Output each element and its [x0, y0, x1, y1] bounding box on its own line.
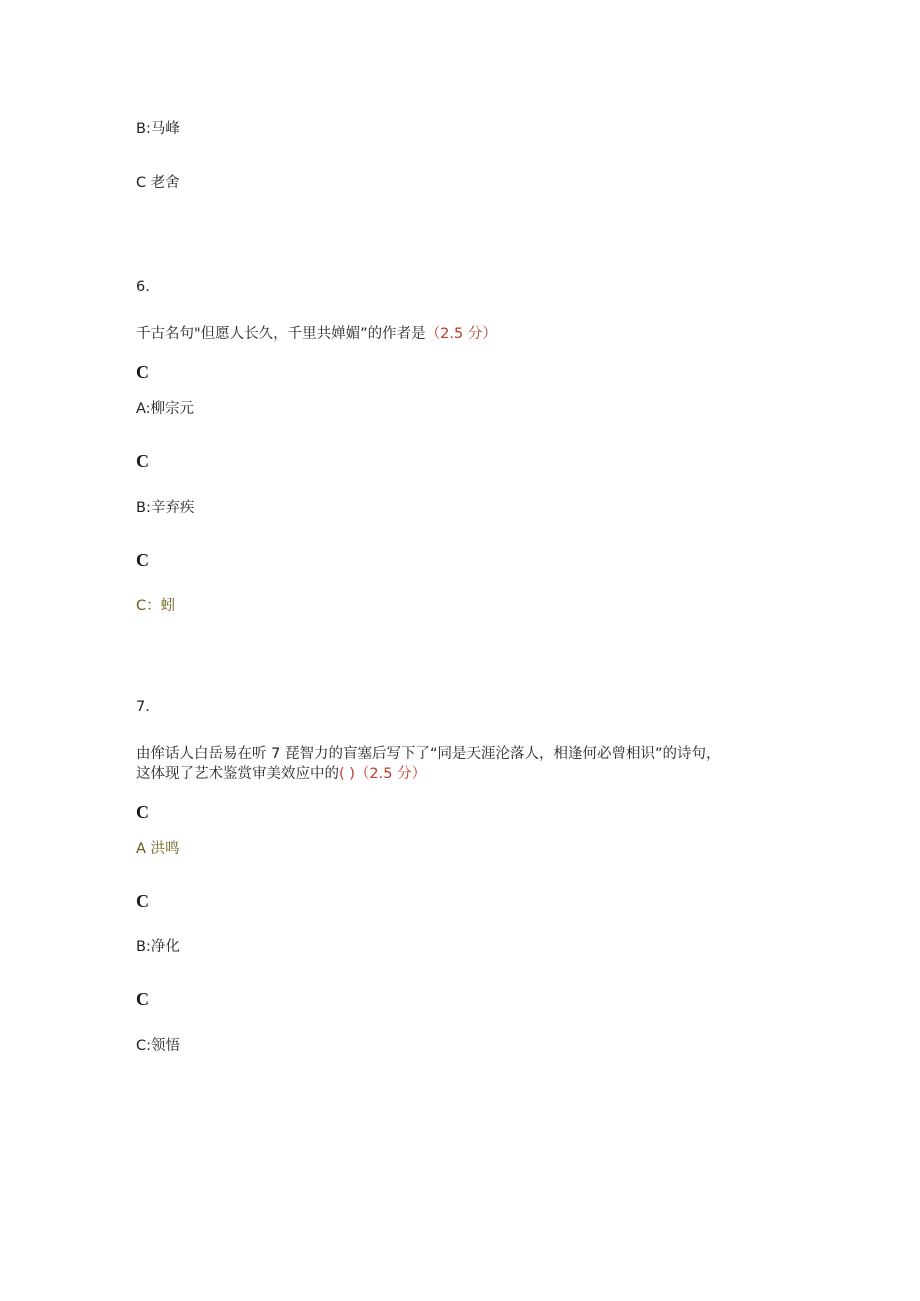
- q6-stem-text: 千古名句"但愿人长久，千里共婵媚”的作者是: [136, 326, 426, 342]
- q7-option-a-label: A 洪鸣: [136, 841, 180, 857]
- q7-option-c-label: C:领悟: [136, 1038, 181, 1054]
- q6-option-b-label: B:辛弃疾: [136, 500, 195, 516]
- q7-option-a-radio[interactable]: C: [136, 802, 149, 822]
- q7-score: （2.5 分）: [354, 766, 427, 782]
- q7-stem-line1: 由侔话人白岳易在听 7 琵智力的盲塞后写下了“同是天涯沦落人，相逢何必曾相识”的诗句，: [136, 746, 721, 762]
- q7-option-c-radio[interactable]: C: [136, 989, 149, 1009]
- q6-stem: [136, 323, 497, 345]
- q6-option-a-label: A:柳宗元: [136, 401, 195, 417]
- q6-option-c-radio[interactable]: C: [136, 550, 149, 570]
- q6-number: 6.: [136, 279, 150, 295]
- q6-option-b-radio[interactable]: C: [136, 451, 149, 471]
- q5-option-b: B:马峰: [136, 121, 180, 137]
- q7-option-b-radio[interactable]: C: [136, 891, 149, 911]
- q7-stem-text: 这体现了艺术鉴赏审美效应中的: [136, 766, 339, 782]
- q7-stem-line2: [136, 763, 426, 785]
- q6-option-c-label: C：蚓: [136, 598, 176, 614]
- q7-blank: ( ): [339, 766, 355, 782]
- q6-option-a-radio[interactable]: C: [136, 362, 149, 382]
- q6-score: （2.5 分）: [425, 326, 497, 342]
- q7-option-b-label: B:净化: [136, 939, 180, 955]
- q7-number: 7.: [136, 699, 150, 715]
- q5-option-c: C 老舍: [136, 175, 180, 191]
